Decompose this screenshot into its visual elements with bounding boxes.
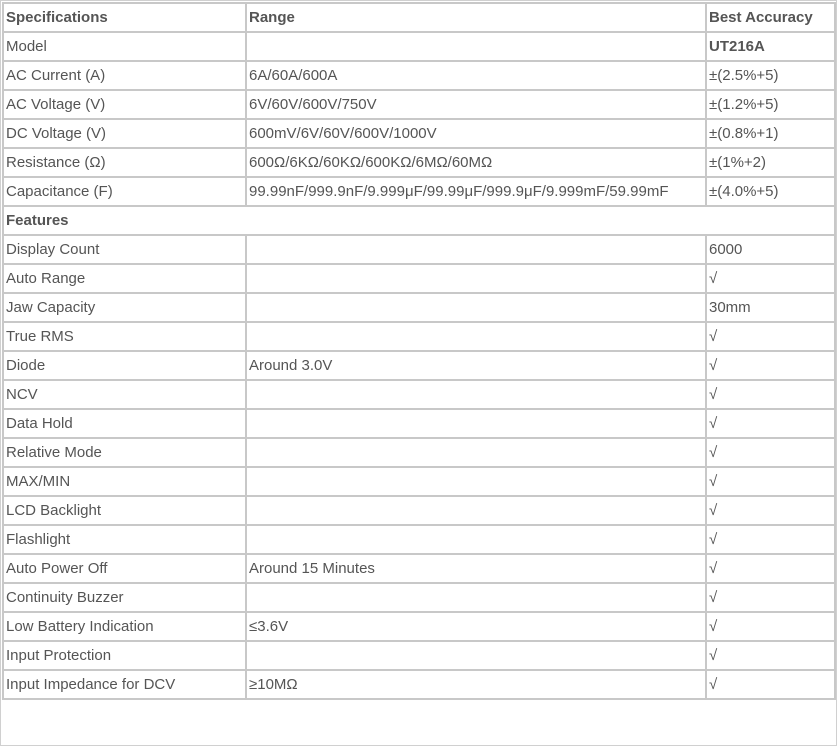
feature-row xyxy=(3,409,835,438)
feature-row xyxy=(3,670,835,699)
features-heading: Features xyxy=(3,206,835,235)
feature-range-cell: ≤3.6V xyxy=(246,612,706,641)
spec-row xyxy=(3,61,835,90)
spec-accuracy-cell: ±(0.8%+1) xyxy=(706,119,835,148)
feature-row xyxy=(3,235,835,264)
spec-accuracy-cell: ±(1.2%+5) xyxy=(706,90,835,119)
spec-row xyxy=(3,32,835,61)
spec-row xyxy=(3,177,835,206)
feature-range-cell xyxy=(246,583,706,612)
feature-range-cell xyxy=(246,525,706,554)
feature-row xyxy=(3,293,835,322)
feature-name-cell: Input Protection xyxy=(3,641,246,670)
spec-name-cell: AC Voltage (V) xyxy=(3,90,246,119)
feature-range-cell: Around 3.0V xyxy=(246,351,706,380)
feature-range-cell xyxy=(246,438,706,467)
feature-value-cell: √ xyxy=(706,612,835,641)
specifications-table xyxy=(2,2,836,700)
feature-value-cell: √ xyxy=(706,264,835,293)
feature-row xyxy=(3,583,835,612)
feature-range-cell xyxy=(246,322,706,351)
feature-value-cell: √ xyxy=(706,351,835,380)
spec-name-cell: AC Current (A) xyxy=(3,61,246,90)
feature-value-cell: √ xyxy=(706,467,835,496)
feature-name-cell: Continuity Buzzer xyxy=(3,583,246,612)
feature-range-cell xyxy=(246,293,706,322)
feature-row xyxy=(3,351,835,380)
feature-name-cell: Auto Range xyxy=(3,264,246,293)
feature-row xyxy=(3,467,835,496)
spec-range-cell: 99.99nF/999.9nF/9.999μF/99.99μF/999.9μF/9.999mF/59.99mF xyxy=(246,177,706,206)
feature-range-cell xyxy=(246,380,706,409)
feature-value-cell: √ xyxy=(706,380,835,409)
spec-row xyxy=(3,90,835,119)
feature-row xyxy=(3,264,835,293)
feature-name-cell: MAX/MIN xyxy=(3,467,246,496)
header-range: Range xyxy=(246,3,706,32)
feature-range-cell: Around 15 Minutes xyxy=(246,554,706,583)
feature-name-cell: Diode xyxy=(3,351,246,380)
spec-range-cell: 600Ω/6KΩ/60KΩ/600KΩ/6MΩ/60MΩ xyxy=(246,148,706,177)
spec-range-cell: 6A/60A/600A xyxy=(246,61,706,90)
feature-range-cell xyxy=(246,496,706,525)
table-body xyxy=(3,3,835,699)
feature-name-cell: Flashlight xyxy=(3,525,246,554)
spec-accuracy-cell: ±(1%+2) xyxy=(706,148,835,177)
feature-value-cell: 30mm xyxy=(706,293,835,322)
feature-name-cell: Relative Mode xyxy=(3,438,246,467)
feature-name-cell: Jaw Capacity xyxy=(3,293,246,322)
feature-value-cell: √ xyxy=(706,670,835,699)
feature-range-cell xyxy=(246,467,706,496)
feature-row xyxy=(3,612,835,641)
spec-name-cell: Model xyxy=(3,32,246,61)
spec-range-cell: 6V/60V/600V/750V xyxy=(246,90,706,119)
spec-name-cell: Capacitance (F) xyxy=(3,177,246,206)
feature-row xyxy=(3,438,835,467)
feature-value-cell: √ xyxy=(706,641,835,670)
features-section-row xyxy=(3,206,835,235)
feature-name-cell: True RMS xyxy=(3,322,246,351)
spec-name-cell: Resistance (Ω) xyxy=(3,148,246,177)
feature-value-cell: √ xyxy=(706,554,835,583)
feature-row xyxy=(3,380,835,409)
feature-value-cell: √ xyxy=(706,496,835,525)
header-specifications: Specifications xyxy=(3,3,246,32)
spec-accuracy-cell: UT216A xyxy=(706,32,835,61)
feature-value-cell: √ xyxy=(706,409,835,438)
feature-range-cell xyxy=(246,235,706,264)
feature-range-cell xyxy=(246,409,706,438)
table-header-row xyxy=(3,3,835,32)
feature-name-cell: LCD Backlight xyxy=(3,496,246,525)
spec-row xyxy=(3,119,835,148)
feature-name-cell: Display Count xyxy=(3,235,246,264)
feature-value-cell: √ xyxy=(706,525,835,554)
feature-row xyxy=(3,641,835,670)
feature-row xyxy=(3,525,835,554)
feature-name-cell: Data Hold xyxy=(3,409,246,438)
spec-accuracy-cell: ±(2.5%+5) xyxy=(706,61,835,90)
feature-name-cell: NCV xyxy=(3,380,246,409)
feature-range-cell xyxy=(246,264,706,293)
header-best-accuracy: Best Accuracy xyxy=(706,3,835,32)
feature-name-cell: Auto Power Off xyxy=(3,554,246,583)
feature-row xyxy=(3,496,835,525)
spec-range-cell: 600mV/6V/60V/600V/1000V xyxy=(246,119,706,148)
feature-value-cell: √ xyxy=(706,322,835,351)
spec-row xyxy=(3,148,835,177)
feature-value-cell: √ xyxy=(706,583,835,612)
spec-range-cell xyxy=(246,32,706,61)
feature-value-cell: √ xyxy=(706,438,835,467)
feature-row xyxy=(3,322,835,351)
feature-name-cell: Low Battery Indication xyxy=(3,612,246,641)
feature-value-cell: 6000 xyxy=(706,235,835,264)
feature-range-cell: ≥10MΩ xyxy=(246,670,706,699)
spec-name-cell: DC Voltage (V) xyxy=(3,119,246,148)
spec-accuracy-cell: ±(4.0%+5) xyxy=(706,177,835,206)
feature-range-cell xyxy=(246,641,706,670)
feature-name-cell: Input Impedance for DCV xyxy=(3,670,246,699)
feature-row xyxy=(3,554,835,583)
